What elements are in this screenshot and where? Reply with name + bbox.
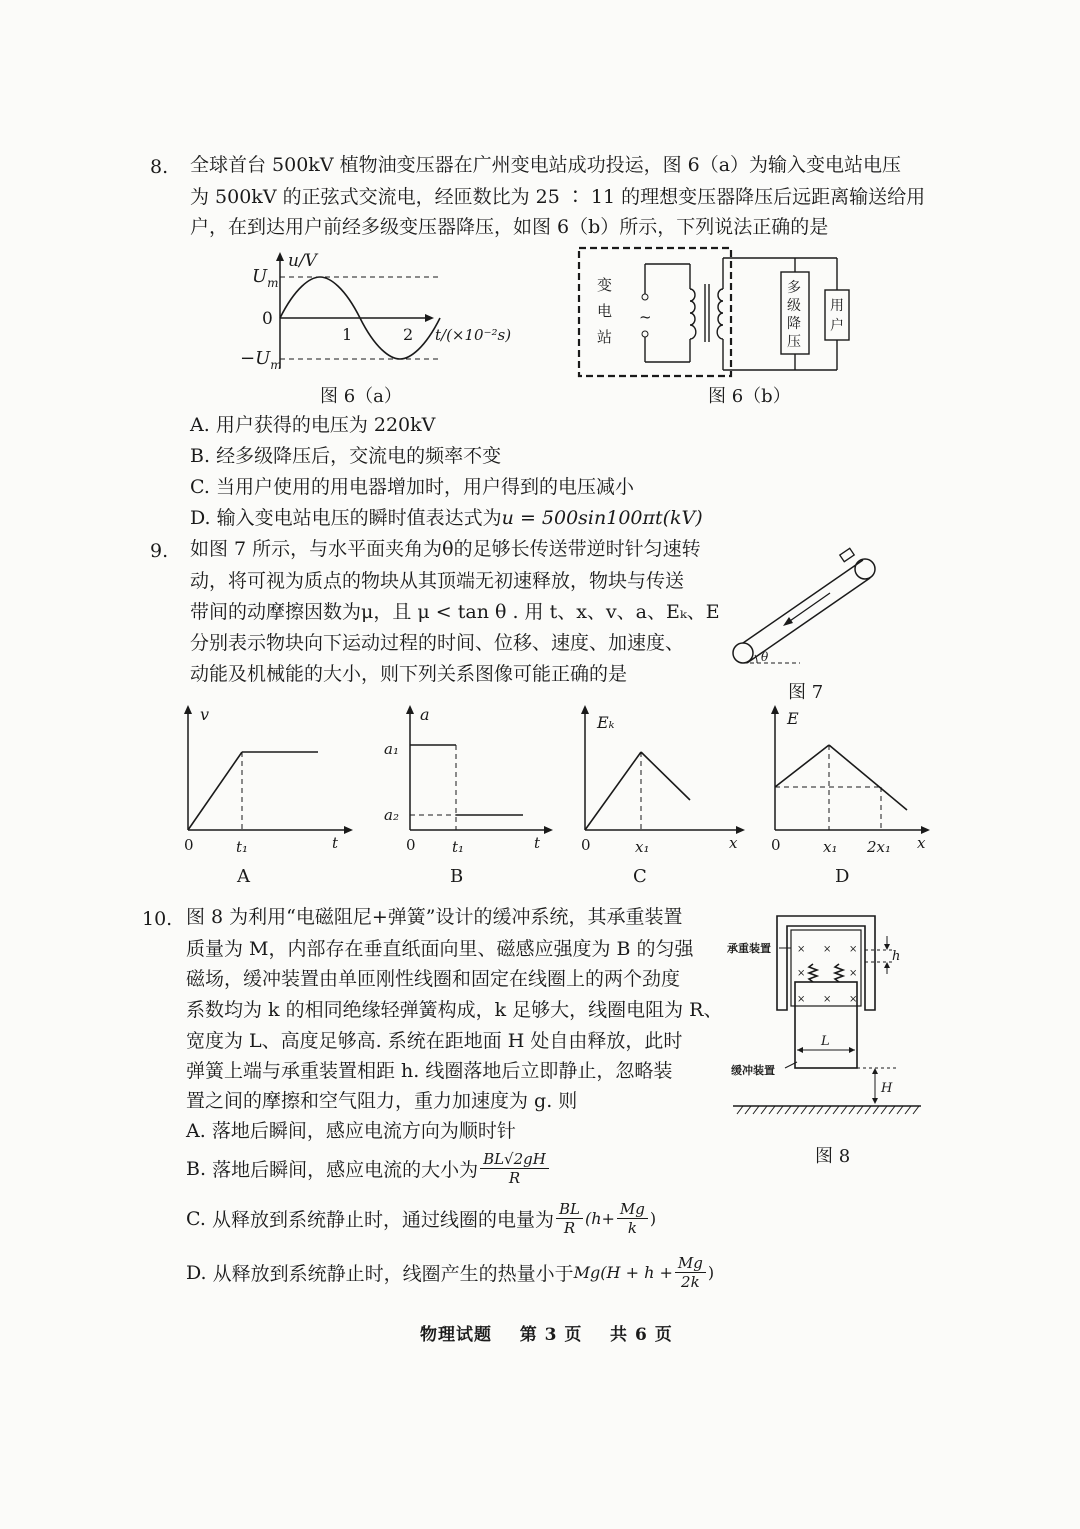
question-8-number: 8.: [150, 156, 169, 178]
figure-6a-sine-graph: [240, 248, 530, 378]
spring-left: [809, 964, 817, 982]
svg-text:H: H: [881, 1081, 893, 1096]
tick-1-label: 1: [342, 325, 353, 344]
svg-text:x₁: x₁: [823, 838, 838, 856]
graph-a-label: A: [237, 866, 250, 887]
q8-option-b: B. 经多级降压后，交流电的频率不变: [190, 445, 502, 467]
graph-a: [178, 702, 358, 862]
svg-text:×: ×: [849, 944, 858, 955]
question-8-line-1: 全球首台 500kV 植物油变压器在广州变电站成功投运，图 6（a）为输入变电站电压: [190, 154, 902, 176]
svg-text:a₁: a₁: [384, 740, 399, 758]
svg-text:承重装置: 承重装置: [727, 942, 771, 955]
current-fraction: $\frac{BL√2gH}{R}$: [480, 1150, 549, 1187]
svg-text:×: ×: [823, 944, 832, 955]
question-9-line-1: 如图 7 所示，与水平面夹角为θ的足够长传送带逆时针匀速转: [190, 538, 701, 560]
spring-right: [835, 964, 843, 982]
x-axis-label: t/(×10⁻²s): [435, 326, 512, 344]
q8-option-d: D. 输入变电站电压的瞬时值表达式为u = 500sin100πt(kV): [190, 507, 703, 529]
svg-text:0: 0: [581, 836, 591, 854]
svg-text:户: 户: [830, 318, 844, 334]
figure-6b-circuit: [575, 244, 860, 384]
top-roller: [855, 559, 875, 579]
question-9-line-3: 带间的动摩擦因数为μ，且 μ < tan θ . 用 t、x、v、a、Eₖ、E: [190, 601, 720, 623]
svg-text:变: 变: [597, 276, 613, 294]
svg-text:×: ×: [823, 994, 832, 1005]
question-9-line-5: 动能及机械能的大小，则下列关系图像可能正确的是: [190, 663, 628, 685]
graph-c-label: C: [633, 866, 647, 887]
figure-7-caption: 图 7: [788, 682, 824, 703]
svg-text:×: ×: [797, 944, 806, 955]
question-10-line-3: 磁场，缓冲装置由单匝刚性线圈和固定在线圈上的两个劲度: [186, 968, 681, 990]
origin-label: 0: [262, 309, 273, 329]
um-label: $U_m$: [252, 266, 279, 290]
q10-option-c: C. 从释放到系统静止时，通过线圈的电量为 $\frac{BL}{R}$ (h+ $\frac{Mg}{k}$ ): [186, 1200, 657, 1237]
svg-text:a: a: [420, 705, 430, 724]
primary-coil: [690, 289, 696, 339]
footer-subject: 物理试题: [420, 1325, 492, 1345]
graph-d-label: D: [835, 866, 850, 887]
svg-text:站: 站: [597, 328, 613, 346]
footer: [420, 1320, 673, 1345]
figure-7-conveyor: [725, 545, 895, 675]
question-10-line-2: 质量为 M，内部存在垂直纸面向里、磁感应强度为 B 的匀强: [186, 938, 694, 960]
question-10-line-6: 弹簧上端与承重装置相距 h. 线圈落地后立即静止，忽略装: [186, 1060, 673, 1082]
svg-text:x: x: [917, 834, 926, 852]
svg-text:0: 0: [406, 836, 416, 854]
svg-text:t₁: t₁: [236, 838, 249, 856]
svg-text:x: x: [729, 834, 738, 852]
svg-text:缓冲装置: 缓冲装置: [731, 1064, 775, 1077]
graph-b: [378, 702, 558, 862]
tick-2-label: 2: [403, 325, 414, 344]
svg-text:2x₁: 2x₁: [867, 838, 892, 856]
footer-page: 第 3 页: [519, 1325, 583, 1345]
ac-source-symbol: ~: [639, 308, 652, 326]
svg-text:×: ×: [849, 968, 858, 979]
graph-b-label: B: [450, 866, 464, 887]
question-10-number: 10.: [142, 908, 173, 930]
bottom-roller: [733, 643, 753, 663]
svg-text:0: 0: [184, 836, 194, 854]
graph-c: [575, 702, 755, 862]
q10-option-b: B. 落地后瞬间，感应电流的大小为 $\frac{BL√2gH}{R}$: [186, 1150, 551, 1187]
footer-total: 共 6 页: [610, 1325, 673, 1345]
q10-option-d: D. 从释放到系统静止时，线圈产生的热量小于 Mg (H + h + $\frac{Mg}{2k}$ ): [186, 1254, 715, 1291]
y-axis-label: u/V: [288, 251, 317, 271]
question-8-line-2: 为 500kV 的正弦式交流电，经匝数比为 25 ∶ 11 的理想变压器降压后远距离输送给用: [190, 186, 926, 208]
question-8-line-3: 户，在到达用户前经多级变压器降压，如图 6（b）所示，下列说法正确的是: [190, 216, 829, 238]
question-10-line-4: 系数均为 k 的相同绝缘轻弹簧构成，k 足够大，线圈电阻为 R、: [186, 999, 723, 1021]
q8-option-c: C. 当用户使用的用电器增加时，用户得到的电压减小: [190, 476, 634, 498]
svg-text:0: 0: [771, 836, 781, 854]
svg-text:多: 多: [787, 280, 801, 296]
svg-text:×: ×: [797, 968, 806, 979]
question-9-line-2: 动，将可视为质点的物块从其顶端无初速释放，物块与传送: [190, 570, 685, 592]
svg-text:×: ×: [849, 994, 858, 1005]
svg-text:电: 电: [597, 302, 613, 320]
svg-text:E: E: [787, 709, 799, 728]
question-10-line-1: 图 8 为利用“电磁阻尼+弹簧”设计的缓冲系统，其承重装置: [186, 906, 683, 928]
neg-um-label: $-U_m$: [240, 348, 282, 372]
svg-text:h: h: [892, 949, 901, 964]
svg-text:Eₖ: Eₖ: [597, 713, 615, 732]
question-10-line-7: 置之间的摩擦和空气阻力，重力加速度为 g. 则: [186, 1090, 578, 1112]
svg-text:降: 降: [787, 316, 801, 332]
figure-8-buffer-system: [725, 910, 930, 1120]
svg-text:a₂: a₂: [384, 806, 399, 824]
q10-option-a: A. 落地后瞬间，感应电流方向为顺时针: [186, 1120, 516, 1142]
theta-label: θ: [761, 650, 769, 664]
svg-text:压: 压: [787, 334, 801, 350]
figure-8-caption: 图 8: [815, 1146, 851, 1167]
question-10-line-5: 宽度为 L、高度足够高. 系统在距地面 H 处自由释放，此时: [186, 1030, 683, 1052]
block: [840, 548, 854, 561]
svg-text:×: ×: [797, 994, 806, 1005]
figure-6a-caption: 图 6（a）: [320, 386, 402, 407]
svg-text:级: 级: [787, 298, 801, 314]
svg-text:v: v: [200, 705, 210, 724]
figure-6b-caption: 图 6（b）: [708, 386, 791, 407]
svg-text:t₁: t₁: [452, 838, 465, 856]
q8-option-a: A. 用户获得的电压为 220kV: [190, 414, 436, 436]
svg-text:L: L: [821, 1034, 830, 1049]
question-9-number: 9.: [150, 540, 169, 562]
question-9-line-4: 分别表示物块向下运动过程的时间、位移、速度、加速度、: [190, 632, 685, 654]
svg-text:用: 用: [830, 298, 844, 314]
secondary-coil: [717, 289, 723, 339]
svg-text:t: t: [332, 834, 339, 852]
graph-d: [765, 702, 940, 862]
svg-text:x₁: x₁: [635, 838, 650, 856]
svg-text:t: t: [534, 834, 541, 852]
v-rise-line: [188, 752, 242, 830]
